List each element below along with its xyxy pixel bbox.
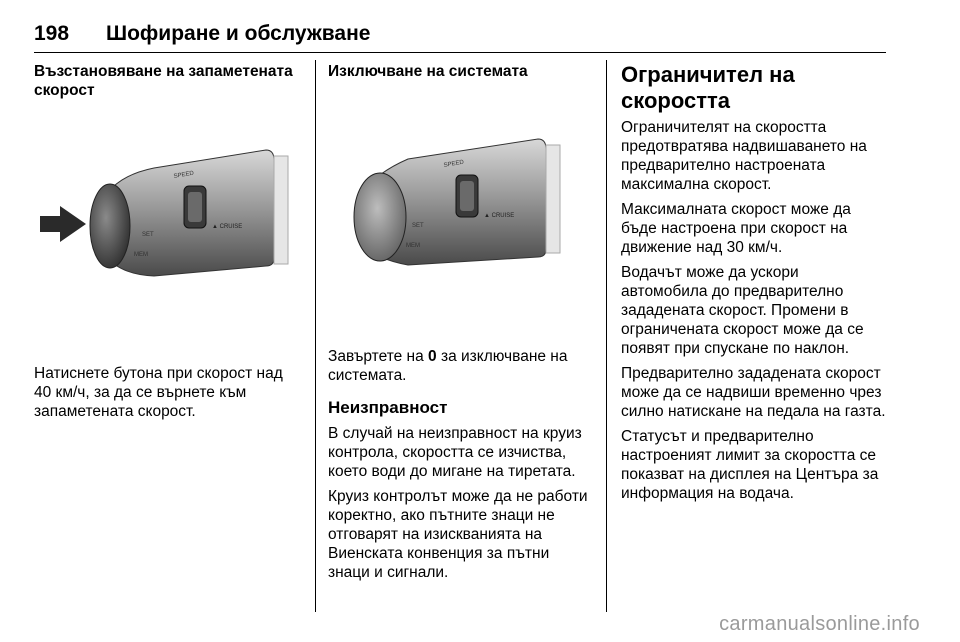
deactivate-paragraph: Завъртете на 0 за изключване на системата. bbox=[328, 348, 568, 384]
fault-paragraph-2: Круиз контролът може да не работи коректно, ако пътните знаци не отговарят на изискванията на Виенската конвенция за пътни знаци и сигнали. bbox=[328, 488, 588, 581]
resume-paragraph: Натиснете бутона при скорост над 40 км/ч, за да се върнете към запаметената скорост. bbox=[34, 365, 283, 420]
off-position-value: 0 bbox=[428, 348, 437, 365]
watermark: carmanualsonline.info bbox=[719, 613, 920, 635]
limiter-paragraph-4: Предварително зададената скорост може да се надвиши временно чрез силно натискане на педала на газта. bbox=[621, 365, 886, 420]
cruise-control-stalk-icon bbox=[328, 89, 594, 309]
column-3 bbox=[621, 62, 889, 509]
section-heading-fault: Неизправност bbox=[328, 398, 448, 417]
svg-text:SPEED: SPEED bbox=[173, 170, 195, 180]
svg-text:▲ CRUISE: ▲ CRUISE bbox=[212, 224, 243, 230]
cruise-control-stalk-push-icon bbox=[34, 108, 304, 338]
page-number: 198 bbox=[34, 22, 70, 45]
fault-paragraph-1: В случай на неизправност на круиз контрола, скоростта се изчиства, което води до мигане на тиретата. bbox=[328, 425, 582, 480]
limiter-paragraph-5: Статусът и предварително настроеният лимит за скоростта се показват на дисплея на Центъра за информация на водача. bbox=[621, 428, 879, 502]
header-rule bbox=[34, 52, 886, 53]
svg-text:SPEED: SPEED bbox=[443, 159, 465, 169]
svg-text:▲ CRUISE: ▲ CRUISE bbox=[484, 213, 515, 219]
svg-text:MEM: MEM bbox=[134, 252, 148, 258]
limiter-paragraph-1: Ограничителят на скоростта предотвратява надвишаването на предварително настроената максимална скорост. bbox=[621, 119, 867, 193]
svg-text:MEM: MEM bbox=[406, 243, 420, 249]
section-heading-speed-limiter: Ограничител на скоростта bbox=[621, 62, 795, 113]
page-header bbox=[34, 22, 886, 52]
column-1 bbox=[34, 62, 304, 427]
column-divider-2 bbox=[606, 60, 607, 612]
svg-text:SET: SET bbox=[412, 223, 424, 229]
chapter-title: Шофиране и обслужване bbox=[106, 22, 371, 45]
svg-text:SET: SET bbox=[142, 232, 154, 238]
section-heading-deactivate: Изключване на системата bbox=[328, 63, 528, 80]
limiter-paragraph-2: Максималната скорост може да бъде настроена при скорост на движение над 30 км/ч. bbox=[621, 201, 851, 256]
section-heading-resume: Възстановяване на запаметената скорост bbox=[34, 63, 293, 99]
column-divider-1 bbox=[315, 60, 316, 612]
limiter-paragraph-3: Водачът може да ускори автомобила до предварително зададената скорост. Промени в ограничената скорост може да се появят при спускане по наклон. bbox=[621, 264, 864, 357]
column-2 bbox=[328, 62, 594, 588]
